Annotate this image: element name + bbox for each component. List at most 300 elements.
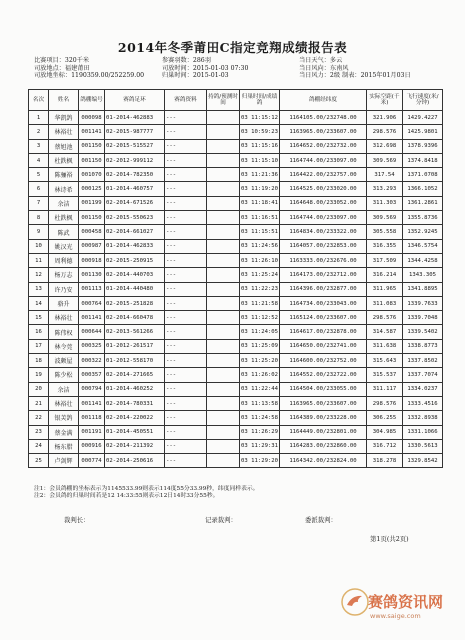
table-row — [29, 139, 443, 153]
cell-ring: 02-2015-987777 — [105, 125, 165, 139]
cell-loft-id: 001150 — [79, 139, 105, 153]
cell-distance: 311.303 — [367, 196, 403, 210]
cell-rank: 14 — [29, 296, 49, 310]
cell-ring: 02-2014-782350 — [105, 168, 165, 182]
cell-bird-info: --- — [165, 139, 207, 153]
table-row — [29, 325, 443, 339]
table-row — [29, 296, 443, 310]
cell-loft-id: 000325 — [79, 339, 105, 353]
cell-name: 杜鉄枫 — [49, 153, 79, 167]
return-time: 归巢时间：2015-01-03 — [162, 72, 229, 80]
cell-loft-id: 000987 — [79, 239, 105, 253]
cell-clock-time — [207, 296, 240, 310]
cell-speed: 1371.0708 — [403, 168, 443, 182]
cell-loft-id: 001141 — [79, 125, 105, 139]
race-info-col-2 — [162, 57, 248, 80]
table-row — [29, 211, 443, 225]
cell-clock-time — [207, 325, 240, 339]
cell-ring: 02-2014-661027 — [105, 225, 165, 239]
cell-rank: 4 — [29, 153, 49, 167]
cell-ring: 02-2015-515527 — [105, 139, 165, 153]
cell-loft-coords: 1164449.00/232801.00 — [280, 425, 367, 439]
cell-clock-time — [207, 253, 240, 267]
race-info — [34, 57, 444, 91]
cell-loft-coords: 1164552.00/232722.00 — [280, 368, 367, 382]
cell-loft-coords: 1164389.00/233228.00 — [280, 411, 367, 425]
cell-arrival-time: 03 11:25:09 — [240, 339, 280, 353]
cell-name: 华凯鸽 — [49, 111, 79, 125]
cell-name: 周利德 — [49, 253, 79, 267]
cell-clock-time — [207, 425, 240, 439]
cell-rank: 17 — [29, 339, 49, 353]
cell-distance: 304.985 — [367, 425, 403, 439]
cell-arrival-time: 03 11:15:12 — [240, 111, 280, 125]
table-row — [29, 111, 443, 125]
record-judge-signature: 记录裁判： — [205, 516, 237, 524]
cell-loft-id: 000644 — [79, 325, 105, 339]
cell-distance: 314.587 — [367, 325, 403, 339]
cell-name: 许乃安 — [49, 282, 79, 296]
cell-speed: 1339.7633 — [403, 296, 443, 310]
cell-rank: 24 — [29, 439, 49, 453]
header-distance: 实际空距(千米) — [367, 90, 403, 111]
cell-clock-time — [207, 239, 240, 253]
cell-bird-info: --- — [165, 454, 207, 468]
cell-speed: 1330.5613 — [403, 439, 443, 453]
cell-name: 蔡金满 — [49, 425, 79, 439]
report-title: 2014年冬季莆田C指定竞翔成绩报告表 — [117, 40, 348, 55]
cell-clock-time — [207, 225, 240, 239]
cell-loft-id: 001130 — [79, 268, 105, 282]
cell-loft-coords: 1164744.00/233097.00 — [280, 211, 367, 225]
cell-ring: 02-2014-220022 — [105, 411, 165, 425]
cell-name: 林裕壮 — [49, 396, 79, 410]
cell-distance: 315.537 — [367, 368, 403, 382]
cell-clock-time — [207, 268, 240, 282]
cell-speed: 1329.8542 — [403, 454, 443, 468]
cell-loft-id: 001070 — [79, 168, 105, 182]
cell-loft-id: 001199 — [79, 196, 105, 210]
cell-bird-info: --- — [165, 196, 207, 210]
results-table — [28, 89, 443, 468]
cell-clock-time — [207, 139, 240, 153]
cell-bird-info: --- — [165, 153, 207, 167]
watermark — [340, 585, 450, 627]
cell-ring: 02-2014-440703 — [105, 268, 165, 282]
cell-loft-coords: 1163965.00/233607.00 — [280, 396, 367, 410]
header-rank: 名次 — [29, 90, 49, 111]
cell-rank: 11 — [29, 253, 49, 267]
footnote-2: 注2：会员鸽的归巢时间若是12 14:33:55则表示12日14时33分55秒。 — [34, 493, 219, 500]
table-row — [29, 268, 443, 282]
table-row — [29, 239, 443, 253]
cell-clock-time — [207, 311, 240, 325]
cell-clock-time — [207, 125, 240, 139]
cell-loft-coords: 1164504.00/233055.00 — [280, 382, 367, 396]
cell-arrival-time: 03 11:25:20 — [240, 354, 280, 368]
cell-speed: 1346.5754 — [403, 239, 443, 253]
cell-bird-info: --- — [165, 311, 207, 325]
race-distance: 比赛项目：320千米 — [34, 57, 90, 64]
cell-distance: 316.712 — [367, 439, 403, 453]
cell-clock-time — [207, 368, 240, 382]
cell-loft-id: 000458 — [79, 225, 105, 239]
cell-clock-time — [207, 396, 240, 410]
header-name: 姓名 — [49, 90, 79, 111]
cell-clock-time — [207, 211, 240, 225]
cell-loft-id: 000322 — [79, 354, 105, 368]
cell-clock-time — [207, 382, 240, 396]
cell-bird-info: --- — [165, 225, 207, 239]
cell-loft-id: 001113 — [79, 282, 105, 296]
cell-distance: 311.638 — [367, 339, 403, 353]
cell-ring: 01-2014-462833 — [105, 239, 165, 253]
cell-clock-time — [207, 282, 240, 296]
cell-ring: 01-2014-440480 — [105, 282, 165, 296]
cell-distance: 317.54 — [367, 168, 403, 182]
cell-ring: 02-2015-550623 — [105, 211, 165, 225]
cell-ring: 01-2014-462883 — [105, 111, 165, 125]
cell-speed: 1333.4516 — [403, 396, 443, 410]
cell-clock-time — [207, 439, 240, 453]
cell-rank: 6 — [29, 182, 49, 196]
cell-name: 骆升 — [49, 296, 79, 310]
table-row — [29, 182, 443, 196]
cell-rank: 20 — [29, 382, 49, 396]
table-row — [29, 153, 443, 167]
cell-loft-id: 001118 — [79, 411, 105, 425]
race-info-col-1 — [34, 57, 144, 80]
cell-distance: 298.576 — [367, 311, 403, 325]
cell-distance: 321.906 — [367, 111, 403, 125]
cell-loft-coords: 1164396.00/232877.00 — [280, 282, 367, 296]
cell-arrival-time: 03 11:29:31 — [240, 439, 280, 453]
cell-bird-info: --- — [165, 168, 207, 182]
race-info-col-3 — [299, 57, 411, 80]
header-bird-info: 赛鸽资料 — [165, 90, 207, 111]
cell-name: 姚汉光 — [49, 239, 79, 253]
cell-clock-time — [207, 339, 240, 353]
cell-rank: 7 — [29, 196, 49, 210]
cell-loft-coords: 1164342.00/232824.00 — [280, 454, 367, 468]
cell-ring: 01-2014-460252 — [105, 382, 165, 396]
cell-rank: 5 — [29, 168, 49, 182]
cell-loft-id: 001141 — [79, 311, 105, 325]
assigned-judge-signature: 委派裁判： — [305, 516, 337, 524]
cell-ring: 01-2012-261517 — [105, 339, 165, 353]
cell-bird-info: --- — [165, 182, 207, 196]
cell-arrival-time: 03 11:25:24 — [240, 268, 280, 282]
cell-speed: 1344.4258 — [403, 253, 443, 267]
cell-bird-info: --- — [165, 425, 207, 439]
results-body — [29, 111, 443, 468]
cell-name: 银芙鸽 — [49, 411, 79, 425]
header-loft-coords: 鸽棚经纬度 — [280, 90, 367, 111]
cell-speed: 1343.305 — [403, 268, 443, 282]
table-row — [29, 425, 443, 439]
cell-distance: 309.569 — [367, 153, 403, 167]
table-row — [29, 396, 443, 410]
table-header-row — [29, 90, 443, 111]
cell-clock-time — [207, 454, 240, 468]
cell-speed: 1337.7074 — [403, 368, 443, 382]
cell-loft-id: 000916 — [79, 439, 105, 453]
cell-loft-id: 000357 — [79, 368, 105, 382]
cell-arrival-time: 03 11:26:10 — [240, 253, 280, 267]
header-clock-time: 持鸽/预测时间 — [207, 90, 240, 111]
table-row — [29, 454, 443, 468]
cell-name: 波颇屋 — [49, 354, 79, 368]
cell-speed: 1339.7048 — [403, 311, 443, 325]
cell-bird-info: --- — [165, 111, 207, 125]
cell-arrival-time: 03 11:21:58 — [240, 296, 280, 310]
cell-loft-coords: 1164057.00/232853.00 — [280, 239, 367, 253]
cell-speed: 1338.8773 — [403, 339, 443, 353]
cell-distance: 311.083 — [367, 296, 403, 310]
cell-arrival-time: 03 11:19:20 — [240, 182, 280, 196]
cell-loft-id: 000794 — [79, 382, 105, 396]
cell-rank: 9 — [29, 225, 49, 239]
cell-loft-coords: 1164744.00/233097.00 — [280, 153, 367, 167]
cell-rank: 25 — [29, 454, 49, 468]
cell-clock-time — [207, 354, 240, 368]
cell-loft-coords: 1164600.00/232752.00 — [280, 354, 367, 368]
cell-distance: 318.278 — [367, 454, 403, 468]
cell-distance: 298.576 — [367, 396, 403, 410]
cell-rank: 22 — [29, 411, 49, 425]
cell-loft-coords: 1164105.00/232748.00 — [280, 111, 367, 125]
cell-loft-coords: 1163965.00/233607.00 — [280, 125, 367, 139]
header-arrival-time: 归巢时间/成绩鸽 — [240, 90, 280, 111]
cell-rank: 23 — [29, 425, 49, 439]
cell-rank: 1 — [29, 111, 49, 125]
watermark-url: www.saige.com — [370, 612, 421, 620]
cell-arrival-time: 03 11:15:10 — [240, 153, 280, 167]
cell-arrival-time: 03 10:59:23 — [240, 125, 280, 139]
cell-loft-coords: 1164617.00/232878.00 — [280, 325, 367, 339]
cell-distance: 315.643 — [367, 354, 403, 368]
cell-speed: 1355.8736 — [403, 211, 443, 225]
cell-loft-coords: 1164422.00/232757.00 — [280, 168, 367, 182]
release-time: 司放时间：2015-01-03 07:30 — [162, 64, 249, 72]
cell-ring: 01-2014-450551 — [105, 425, 165, 439]
cell-distance: 317.509 — [367, 253, 403, 267]
release-location: 司放地点：福建莆田 — [34, 64, 90, 72]
table-row — [29, 253, 443, 267]
cell-ring: 02-2014-671526 — [105, 196, 165, 210]
chief-judge-signature: 裁判长： — [64, 516, 90, 524]
cell-loft-id: 000764 — [79, 296, 105, 310]
cell-speed: 1378.9396 — [403, 139, 443, 153]
watermark-text: 赛鸽资讯网 — [368, 593, 444, 611]
cell-speed: 1331.1066 — [403, 425, 443, 439]
cell-name: 林诗希 — [49, 182, 79, 196]
table-row — [29, 382, 443, 396]
cell-distance: 313.293 — [367, 182, 403, 196]
cell-distance: 316.355 — [367, 239, 403, 253]
entry-count: 参赛羽数：286羽 — [162, 57, 211, 64]
cell-name: 陈武 — [49, 225, 79, 239]
table-row — [29, 168, 443, 182]
cell-clock-time — [207, 182, 240, 196]
cell-arrival-time: 03 11:21:36 — [240, 168, 280, 182]
cell-loft-coords: 1164652.00/232732.00 — [280, 139, 367, 153]
cell-name: 林裕壮 — [49, 311, 79, 325]
cell-ring: 01-2012-558170 — [105, 354, 165, 368]
header-ring: 赛鸽足环 — [105, 90, 165, 111]
cell-speed: 1366.1052 — [403, 182, 443, 196]
table-row — [29, 125, 443, 139]
cell-ring: 02-2014-211392 — [105, 439, 165, 453]
cell-loft-coords: 1164648.00/233052.00 — [280, 196, 367, 210]
cell-loft-coords: 1164734.00/233043.00 — [280, 296, 367, 310]
page-number: 第1页(共2页) — [370, 535, 409, 543]
cell-clock-time — [207, 411, 240, 425]
cell-bird-info: --- — [165, 253, 207, 267]
cell-ring: 02-2012-999112 — [105, 153, 165, 167]
cell-rank: 2 — [29, 125, 49, 139]
cell-name: 蔡旭池 — [49, 139, 79, 153]
cell-loft-id: 000125 — [79, 182, 105, 196]
cell-arrival-time: 03 11:29:20 — [240, 454, 280, 468]
cell-speed: 1361.2861 — [403, 196, 443, 210]
cell-arrival-time: 03 11:12:52 — [240, 311, 280, 325]
cell-loft-id: 001191 — [79, 425, 105, 439]
cell-arrival-time: 03 11:26:29 — [240, 425, 280, 439]
cell-loft-coords: 1165124.00/233607.00 — [280, 311, 367, 325]
table-row — [29, 439, 443, 453]
cell-arrival-time: 03 11:13:58 — [240, 396, 280, 410]
cell-speed: 1374.8418 — [403, 153, 443, 167]
weather: 当日天气：多云 — [299, 57, 343, 64]
wind-direction: 当日风向：东南风 — [299, 64, 349, 72]
cell-name: 卢剑辉 — [49, 454, 79, 468]
cell-loft-coords: 1164283.00/232860.00 — [280, 439, 367, 453]
cell-ring: 02-2013-561266 — [105, 325, 165, 339]
cell-loft-id: 000774 — [79, 454, 105, 468]
cell-rank: 3 — [29, 139, 49, 153]
table-row — [29, 411, 443, 425]
cell-rank: 13 — [29, 282, 49, 296]
cell-clock-time — [207, 196, 240, 210]
cell-name: 陈伟权 — [49, 325, 79, 339]
cell-bird-info: --- — [165, 239, 207, 253]
cell-distance: 305.558 — [367, 225, 403, 239]
header-loft-id: 鸽棚编号 — [79, 90, 105, 111]
cell-name: 余洁 — [49, 382, 79, 396]
cell-bird-info: --- — [165, 439, 207, 453]
cell-ring: 02-2014-780331 — [105, 396, 165, 410]
table-row — [29, 225, 443, 239]
cell-clock-time — [207, 153, 240, 167]
cell-name: 陈骊裕 — [49, 168, 79, 182]
cell-loft-id: 000918 — [79, 253, 105, 267]
cell-bird-info: --- — [165, 411, 207, 425]
cell-rank: 15 — [29, 311, 49, 325]
cell-ring: 02-2014-250616 — [105, 454, 165, 468]
table-row — [29, 354, 443, 368]
cell-rank: 21 — [29, 396, 49, 410]
cell-ring: 02-2015-251828 — [105, 296, 165, 310]
wind-force: 当日风力：2级 制表：2015年01月03日 — [299, 72, 411, 80]
cell-bird-info: --- — [165, 382, 207, 396]
cell-name: 林裕壮 — [49, 125, 79, 139]
cell-arrival-time: 03 11:16:51 — [240, 211, 280, 225]
cell-loft-coords: 1164525.00/233020.00 — [280, 182, 367, 196]
cell-bird-info: --- — [165, 354, 207, 368]
table-row — [29, 311, 443, 325]
cell-clock-time — [207, 111, 240, 125]
cell-name: 林令莞 — [49, 339, 79, 353]
cell-bird-info: --- — [165, 282, 207, 296]
cell-bird-info: --- — [165, 396, 207, 410]
cell-speed: 1337.8502 — [403, 354, 443, 368]
cell-name: 余洁 — [49, 196, 79, 210]
cell-bird-info: --- — [165, 325, 207, 339]
cell-speed: 1332.8938 — [403, 411, 443, 425]
table-row — [29, 282, 443, 296]
cell-bird-info: --- — [165, 339, 207, 353]
cell-ring: 01-2014-460757 — [105, 182, 165, 196]
cell-distance: 309.569 — [367, 211, 403, 225]
cell-loft-id: 000098 — [79, 111, 105, 125]
header-speed: 飞行速度(米/分钟) — [403, 90, 443, 111]
footnotes — [34, 486, 454, 500]
cell-distance: 298.576 — [367, 125, 403, 139]
cell-speed: 1352.9245 — [403, 225, 443, 239]
cell-loft-id: 001141 — [79, 396, 105, 410]
cell-ring: 02-2014-660478 — [105, 311, 165, 325]
cell-arrival-time: 03 11:24:05 — [240, 325, 280, 339]
cell-loft-id: 001150 — [79, 153, 105, 167]
cell-distance: 312.698 — [367, 139, 403, 153]
cell-speed: 1429.4227 — [403, 111, 443, 125]
cell-distance: 316.214 — [367, 268, 403, 282]
footnote-1: 注1：会员鸽棚的坐标表示为1145533.99则表示114度55分33.99秒，纬度同样表示。 — [34, 486, 259, 492]
cell-arrival-time: 03 11:15:16 — [240, 139, 280, 153]
cell-bird-info: --- — [165, 368, 207, 382]
cell-loft-coords: 1164834.00/233322.00 — [280, 225, 367, 239]
cell-speed: 1425.9801 — [403, 125, 443, 139]
release-coordinates: 司放地坐标：1190359.00/252259.00 — [34, 72, 145, 80]
cell-distance: 311.117 — [367, 382, 403, 396]
table-row — [29, 196, 443, 210]
cell-arrival-time: 03 11:22:23 — [240, 282, 280, 296]
cell-rank: 12 — [29, 268, 49, 282]
cell-name: 杜鉄枫 — [49, 211, 79, 225]
cell-ring: 02-2015-250915 — [105, 253, 165, 267]
cell-rank: 19 — [29, 368, 49, 382]
table-row — [29, 339, 443, 353]
cell-name: 陈少松 — [49, 368, 79, 382]
cell-name: 杨万志 — [49, 268, 79, 282]
cell-bird-info: --- — [165, 268, 207, 282]
cell-arrival-time: 03 11:26:02 — [240, 368, 280, 382]
pigeon-logo-icon — [340, 587, 370, 617]
cell-distance: 306.255 — [367, 411, 403, 425]
cell-rank: 16 — [29, 325, 49, 339]
cell-loft-coords: 1164650.00/232741.00 — [280, 339, 367, 353]
cell-bird-info: --- — [165, 125, 207, 139]
cell-arrival-time: 03 11:18:41 — [240, 196, 280, 210]
cell-arrival-time: 03 11:24:56 — [240, 239, 280, 253]
cell-rank: 8 — [29, 211, 49, 225]
cell-bird-info: --- — [165, 296, 207, 310]
cell-speed: 1334.0237 — [403, 382, 443, 396]
cell-rank: 10 — [29, 239, 49, 253]
cell-clock-time — [207, 168, 240, 182]
cell-loft-coords: 1164173.00/232712.00 — [280, 268, 367, 282]
